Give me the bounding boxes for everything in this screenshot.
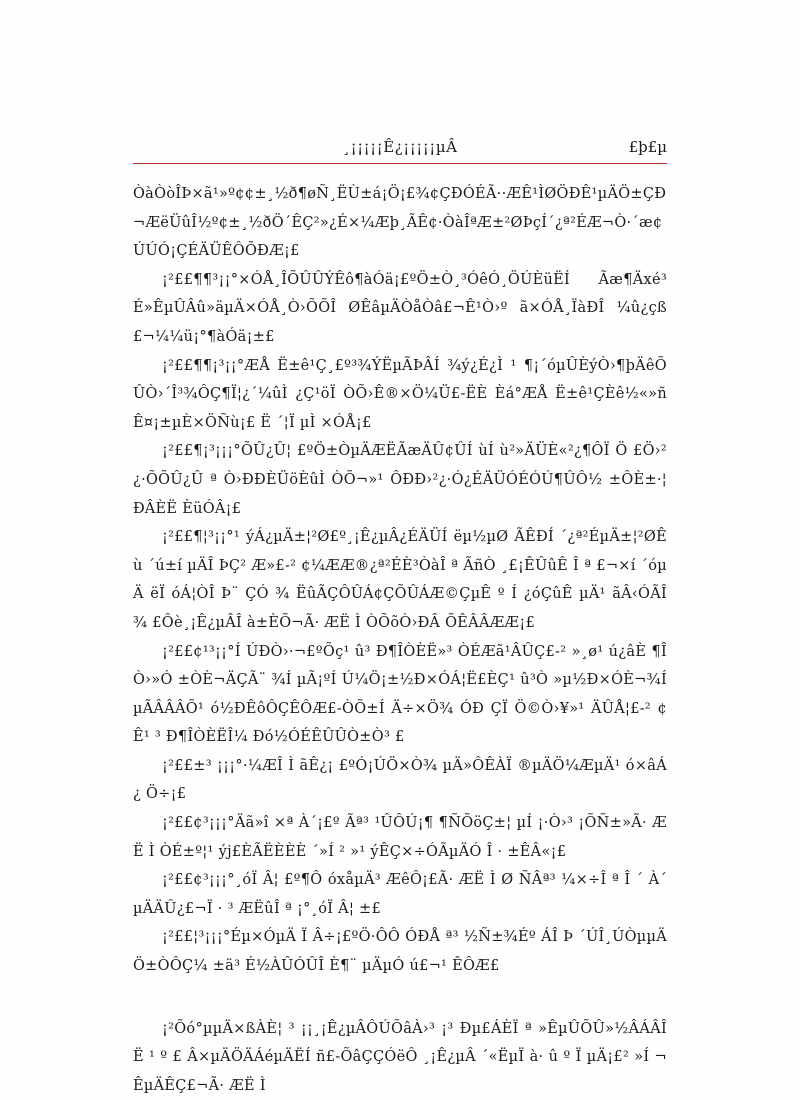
paragraph: ¡²££¢³¡¡¡°¸óÏ Â¦ £º¶Ô óxåµÄ³ ÆêÔ¡£Ã· ÆË Ì Ø ÑÂª³ ¼×÷Î ª Î ´ À´ µÄÄÛ¿£¬Ï · ³ ÆËûÎ ª ¡°¸óÏ Â¦ ±£ — [133, 872, 667, 917]
header-title: ¸¡¡¡¡¡Ê¿¡¡¡¡¡µÂ — [342, 138, 458, 156]
paragraph: ¡²££¢¹³¡¡°Í ÚÐÒ›·¬£ºÕç¹ û³ Ð¶ÎÒÈË»³ ÒÉÆã¹ÂÛÇ£-² »¸ø¹ ú¿âÈ ¶ÎÒ›»Ó ±ÒÈ¬ÄÇÃ¨ ¾Í µÃ¡ºÍ Ú¼Ö¡±½Ð×ÓÁ¦Ë£ÈÇ¹ û³Ò »µ½Ð×ÓÈ¬¾Í µÃÂÂÂÕ¹ ó½ÐÊôÔÇÊÔÆ£-ÒÕ±Í Ä÷×Ö¾ ÓÐ ÇÏ Ö©Ò›¥»¹ ÄÛÅ¦£-² ¢Ê¹ ³ Ð¶ÎÒÈËÎ¼ Ðó½ÓÉÊÛÛÒ±Ò³ £ — [133, 643, 667, 746]
paragraph: ¡²££¶¶³¡¡°×ÓÅ¸ÎÕÛÛÝÊô¶àÓä¡£ºÖ±Ò¸³ÓêÓ¸ÖÚÈüËÍ Ãæ¶Äxé³É»ÊµÛÂû»äµÄ×ÓÅ¸Ò›ÕÕÎ ØÊâµÄÒåÒâ£¬Ê¹Ò›º ã×ÓÅ¸ÏàÐÎ ¼û¿çß£¬¼¼ü¡°¶àÓä¡±£ — [133, 271, 667, 345]
paragraph: ¡²££¦³¡¡¡°Éµ×ÓµÄ Ï Â÷¡£ºÖ·ÔÔ ÓÐÅ ª³ ½Ñ±¾Éº ÁÎ Þ ´ÚÎ¸ÚÒµµÄÖ±ÒÔÇ¼ ±ä³ É½ÀÛÓÛÎ È¶¨ µÄµÓ ú£¬¹ ÊÔÆ£ — [133, 929, 667, 975]
paragraph: ¡²££¶¦³¡¡°¹ ýÁ¿µÄ±¦²Ø£º¸¡Ê¿µÂ¿ÉÄÜÍ ëµ½µØ ÃÊÐÍ ´¿ª²ÉµÄ±¦²ØÊù ´ú±í µÄÎ ÞÇ² Æ»£-² ¢¼ÆÆ®¿ª²ÉÈ³ÒàÎ ª ÃñÒ ¸£¡ÊÛûÊ Î ª £¬×í ´óµÄ ëÏ óÁ¦ÒÎ Þ¨ ÇÓ ¾ ËûÃÇÔÛÁ¢ÇÕÛÁÆ©ÇµÊ º Í ¿óÇûÊ µÄ¹ ãÂ‹ÓÃÎ ¾ £Ôè¸¡Ê¿µÂÎ à±ÈÕ¬Ã· ÆË Ì ÒÕõÒ›ÐÂ ÕÊÂÂÆÆ¡£ — [133, 529, 667, 631]
page-number: £þ£µ — [628, 138, 667, 156]
paragraph-gap — [133, 981, 667, 1015]
paragraph: ¡²££¶¶¡³¡¡°ÆÅ Ë±ê¹Ç¸£º³¾ÝËµÃÞÂÍ ¾ý¿É¿Ì ¹ ¶¡´óµÛÈýÒ›¶þÄêÕÛÒ›´Î³¾ÔÇ¶Ï¦¿´¼ûÌ ¿Ç¹öÏ ÒÕ›Ê®×Ö¼Ü£-ËÈ Èá°ÆÅ Ë±ê¹ÇÈê½«»ñÊ¤¡±µÈ×ÖÑù¡£ Ë ´¦Ï µÌ ×ÓÅ¡£ — [133, 357, 667, 431]
paragraph: ¡²££¢³¡¡¡°Äã»î ×ª À´¡£º Ãª³ ¹ÛÔÚ¡¶ ¶ÑÕöÇ±¦ µÍ ¡·Ò›³ ¡ÕÑ±»Ã· ÆË Ì ÒÉ±º¦¹ ýj£ÈÃËÈÈÈ ´»Í ² »¹ ýÊÇ×÷ÓÃµÄÓ Î · ±ÊÂ«¡£ — [133, 815, 667, 860]
paragraph: ¡²££¶¡³¡¡¡°ÕÛ¿Û¦ £ºÖ±ÒµÄÆËÃæÄÛ¢ÛÍ ùÍ ù²»ÄÜÈ«²¿¶ÔÏ Ö £Ö›²¿·ÕÕÛ¿Û ª Ò›ÐÐÈÜöÈûÌ ÒÕ¬»¹ ÔÐÐ›²¿·Ó¿ÉÄÜÓÉÓÚ¶ÛÔ½ ±ÔÈ±·¦ÐÂÈË ÈüÓÂ¡£ — [133, 443, 667, 517]
body-text — [133, 180, 667, 1100]
paragraph: ¡²££±³ ¡¡¡°·¼ÆÎ Ì ãÊ¿¡ £ºÓ¡ÚÖ×Ò¾ µÄ»ÔÊÀÏ ®µÄÖ¼ÆµÄ¹ ó×âÁ¿ Ö÷¡£ — [133, 757, 667, 803]
running-header — [133, 132, 667, 162]
header-rule — [133, 163, 667, 164]
paragraph: ÒàÒòÎÞ×ã¹»º¢¢±¸½ð¶øÑ¸ËÙ±á¡Ö¡£¾¢ÇÐÓÉÃ··ÆÊ¹ÌØÖÐÊ¹µÄÖ±ÇÐ¬ÆëÜûÎ½º¢±¸½ðÖ´ÊÇ²»¿É×¼Æþ¸ÃÊ¢·ÒàÎªÆ±²ØÞçÍ´¿ª²ÉÆ¬Ò·´æ¢ÚÚÓ¡ÇÉÄÜÊÔÕÐÆ¡£ — [133, 186, 667, 260]
paragraph: ¡²Õó°µµÄ×ßÀÈ¦ ³ ¡¡¸¡Ê¿µÂÔÚÕâÀ›³ ¡³ Ðµ£ÁÈÏ ª »ÊµÛÕÛ»½ÂÁÂÎ Ë ¹ º £ Â×µÄÖÄÁéµÄËÍ ñ£-ÕâÇÇÓëÔ ¸¡Ê¿µÂ ´«ËµÏ à· û º Ï µÄ¡£² »Í ¬ÊµÄÊÇ£¬Ã· ÆË Ì — [133, 1020, 667, 1094]
